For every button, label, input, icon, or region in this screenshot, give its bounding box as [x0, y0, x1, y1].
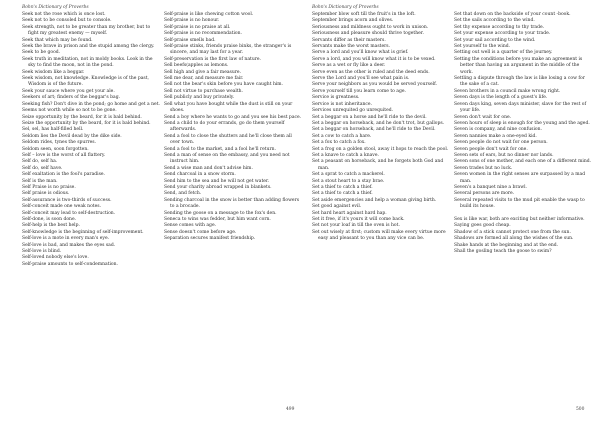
proverb-entry: Set a thief to catch a thief.: [312, 191, 373, 197]
proverb-entry: Seven nannies make a one-eyed kid.: [454, 133, 537, 139]
proverb-entry: Sell high and give a fair measure.: [164, 69, 241, 75]
proverb-entry: Seek strength, not to be greater than my brother, but to fight my greatest enemy — myself.: [22, 24, 151, 37]
proverb-entry: Send, and fetch.: [164, 191, 202, 197]
proverb-entry: Seven hours of sleep is enough for the young and the aged.: [454, 120, 590, 126]
proverb-entry: Self do, self have.: [22, 165, 63, 171]
proverb-entry: September brings acorn and olives.: [312, 18, 394, 24]
proverb-entry: Sense comes with age.: [164, 223, 217, 229]
proverb-entry: Set your sail according to the wind.: [454, 37, 536, 43]
proverb-entry: Seriousness and mildness ought to work in unison.: [312, 24, 429, 30]
proverb-entry: Sell beefs(apples as lemons.: [164, 63, 229, 69]
proverb-entry: Self is the man.: [22, 178, 58, 184]
proverb-entry: Self-love is a mote in every man's eye.: [22, 236, 110, 242]
proverb-entry: Services unrequited go unrequited.: [312, 108, 394, 114]
proverb-entry: Seldom rides, tynes the spurres.: [22, 140, 97, 146]
proverb-entry: Self-praise is no praise at all.: [164, 24, 231, 30]
left-page-header: Bohn's Dictionary of Proverbs: [22, 5, 89, 10]
proverb-entry: Set a knave to catch a knave.: [312, 152, 379, 158]
proverb-entry: Sell not the bear's skin before you have caught him.: [164, 82, 283, 88]
proverb-entry: Several repeated visits to the mud pit enable the wasp to build its house.: [454, 197, 585, 210]
proverb-entry: Set a cow to catch a hare.: [312, 133, 372, 139]
proverb-entry: Set hard heart against hard hap.: [312, 210, 387, 216]
proverb-entry: Setting out well is a quarter of the journey.: [454, 50, 553, 56]
proverb-entry: Shall the gosling teach the goose to swim?: [454, 249, 552, 255]
proverb-entry: Separation secures manifest friendship.: [164, 236, 256, 242]
proverb-entry: Seriousness and pleasure should thrive together.: [312, 31, 424, 37]
proverb-entry: Serve even as the other is ruled and the deed ends.: [312, 69, 430, 75]
proverb-entry: Set a frog on a golden stool, away it hops to reach the pool.: [312, 146, 449, 152]
proverb-entry: Send a man of sense on the embassy, and you need not instruct him.: [164, 152, 290, 165]
proverb-entry: Self Praise is no praise.: [22, 184, 76, 190]
proverb-entry: Seems not worth while so not to be gone.: [22, 108, 117, 114]
proverb-entry: Set out wisely at first; custom will make every virtue more easy and pleasant to you than any vice can be.: [312, 229, 446, 242]
proverb-entry: Serve your neighbors as you would be served yourself.: [312, 82, 437, 88]
proverb-entry: Serve the Lord and you'll see what pain is.: [312, 76, 410, 82]
proverb-entry: Seek your sauce where you get your ale.: [22, 88, 115, 94]
proverb-entry: Seven people don't wait for one.: [454, 146, 528, 152]
proverb-entry: Seneca to wins was fedder, but him want corn.: [164, 217, 271, 222]
proverb-entry: Set that down on the backside of your count -book.: [454, 12, 571, 17]
proverb-entry: Send a wise man and don't advise him.: [164, 165, 253, 171]
proverb-entry: Seek that which may be found.: [22, 37, 93, 43]
proverb-entry: Seize the opportunity by the beard, for it is bald behind.: [22, 120, 151, 126]
proverb-entry: Set good against evil.: [312, 204, 362, 210]
proverb-entry: Send a fool to the market, and a fool he'll return.: [164, 146, 276, 152]
proverb-entry: Sex is like war, both are exciting but neither informative.: [454, 216, 585, 222]
proverb-entry: Set a beggar on a horse and he'll ride to the devil.: [312, 114, 427, 120]
proverb-entry: Serve as a wet or fly like a deer.: [312, 63, 386, 69]
proverb-entry: September blow soft till the fruit's in the loft.: [312, 12, 416, 17]
right-page-column-1: [312, 12, 450, 243]
proverb-entry: Self-praise stinks, friends praise binks, the stranger's is sincere, and may last for a year.: [164, 44, 292, 56]
proverb-entry: Seven don't wait for one.: [454, 114, 512, 120]
proverb-entry: Seven sons of one mother, and each one of a different mind.: [454, 159, 592, 165]
proverb-entry: Self-help is the best help.: [22, 223, 80, 229]
proverb-entry: Seek not to be consoled but to console.: [22, 18, 112, 24]
proverb-entry: Self-praise smells bad.: [164, 37, 216, 43]
proverb-entry: Setting the conditions before you make an agreement is better than having an argument in the middle of the work.: [454, 56, 583, 75]
proverb-entry: Set not your loaf in till the oven is hot.: [312, 223, 400, 229]
proverb-entry: Set it free, if it's yours it will come back.: [312, 217, 405, 222]
proverb-entry: Self-preservation is the first law of nature.: [164, 56, 261, 62]
proverb-entry: Seven is company, and nine confusion.: [454, 127, 542, 133]
proverb-entry: Serve a lord and you'll know what is grief.: [312, 50, 409, 56]
proverb-entry: Set a stout heart to a stay brae.: [312, 178, 385, 184]
proverb-entry: Send him to the sea and he will not get water.: [164, 178, 270, 184]
proverb-entry: Set yourself to the wind.: [454, 44, 511, 50]
right-page-header: Bohn's Dictionary of Proverbs: [312, 5, 379, 10]
proverb-entry: Send charcoal in a snow storm.: [164, 172, 236, 178]
proverb-entry: Set a beggar on horseback, and he don't trot, but gallops.: [312, 120, 445, 126]
proverb-entry: Set the sails according to the wind.: [454, 18, 535, 24]
proverb-entry: Set a beggar on horseback, and he'll ride to the Devil.: [312, 127, 436, 133]
proverb-entry: Self-praise is like chewing cotton wool.: [164, 12, 254, 17]
proverb-entry: Self praise is odious.: [22, 191, 70, 197]
left-page-column-2: [164, 12, 302, 243]
proverb-entry: Set thy expense according to thy trade.: [454, 24, 545, 30]
proverb-entry: Shadow of a stick cannot protect one from the sun.: [454, 229, 571, 235]
proverb-entry: Self-conceit may lead to self-destruction.: [22, 210, 116, 216]
right-page-column-2: [454, 12, 592, 255]
proverb-entry: Seekers of art; finders of the beggar's bag.: [22, 95, 121, 101]
proverb-entry: Self-done, is soon done.: [22, 217, 77, 222]
proverb-entry: Seeking fish? Don't dive in the pond; go home and get a net.: [22, 101, 160, 107]
proverb-entry: Self exaltation is the fool's paradise.: [22, 172, 105, 178]
proverb-entry: Self-knowledge is the beginning of self-improvement.: [22, 229, 144, 235]
proverb-entry: Saying goes good cheap.: [454, 223, 511, 229]
proverb-entry: Seven sets of ears, but no dinner nor lands.: [454, 152, 554, 158]
proverb-entry: Seldom seen, soon forgotten.: [22, 146, 89, 152]
proverb-entry: Seven people do not wait for one person.: [454, 140, 548, 146]
proverb-entry: Set a sprat to catch a mackerel.: [312, 172, 385, 178]
proverb-entry: Send a child to do your errands, go do them yourself afterwards.: [164, 120, 285, 133]
proverb-entry: Send a fool to close the shutters and he'll close them all over town.: [164, 133, 292, 146]
proverb-entry: Set aside emergencies and help a woman giving birth.: [312, 197, 437, 203]
proverb-entry: Seek wisdom, not knowledge. Knowledge is of the past, Wisdom is of the future.: [22, 76, 149, 88]
proverb-entry: Sell not virtue to purchase wealth.: [164, 88, 243, 94]
proverb-entry: Sell what you have bought while the dust is still on your shoes.: [164, 101, 293, 114]
proverb-entry: Servants make the worst masters.: [312, 44, 391, 50]
proverb-entry: Seven brothers in a council make wrong right.: [454, 88, 561, 94]
proverb-entry: Sel, sel, has half-filled hell.: [22, 127, 84, 133]
proverb-entry: Self-assurance is two-thirds of success.: [22, 197, 112, 203]
proverb-entry: Self-loved nobody else's love.: [22, 255, 89, 261]
proverb-entry: Sell publicly and buy privately.: [164, 95, 235, 101]
proverb-entry: Seek not the rose which is once lost.: [22, 12, 106, 17]
proverb-entry: Seek truth in meditation, not in moldy books. Look in the sky to find the moon, not in the pond.: [22, 56, 153, 69]
proverb-entry: Self-praise is no honour.: [164, 18, 220, 24]
proverb-entry: Sending charcoal in the snow is better than adding flowers to a brocade.: [164, 197, 300, 210]
proverb-entry: Seven's a banquet nine a brawl.: [454, 184, 527, 190]
proverb-entry: Self-praise amounts to self-condemnation.: [22, 261, 118, 267]
proverb-entry: Self do, self ha.: [22, 159, 58, 165]
left-page-column-1: [22, 12, 160, 268]
proverb-entry: Set a thief to catch a thief.: [312, 184, 373, 190]
proverb-entry: Settling a dispute through the law is like losing a cow for the sake of a cat.: [454, 76, 585, 88]
proverb-entry: Sending the goose on a message to the fox's den.: [164, 210, 277, 216]
proverb-entry: Send your charity abroad wrapped in blankets.: [164, 184, 272, 190]
proverb-entry: Several persons are more.: [454, 191, 515, 197]
proverb-entry: Shake hands at the beginning and at the end.: [454, 242, 559, 248]
proverb-entry: Serve a lord, and you will know what it is to be vexed.: [312, 56, 436, 62]
proverb-entry: Sell me dear, and measure me fair.: [164, 76, 244, 82]
proverb-entry: Seldom lies the Devil dead by the dike side.: [22, 133, 122, 139]
proverb-entry: Self-love is blind.: [22, 249, 62, 255]
proverb-entry: Sense doesn't come before age.: [164, 229, 237, 235]
proverb-entry: Self – love is the worst of all flattery.: [22, 152, 106, 158]
proverb-entry: Send a boy where he wants to go and you see his best pace.: [164, 114, 302, 120]
proverb-entry: Seize opportunity by the beard, for it is bald behind.: [22, 114, 142, 120]
proverb-entry: Seven trades but no luck.: [454, 165, 513, 171]
left-page-number: 499: [286, 407, 295, 412]
proverb-entry: Set your expense according to your trade.: [454, 31, 551, 37]
proverb-entry: Shadows are formed all along the wishes of the sun.: [454, 236, 574, 242]
proverb-entry: Seven days is the length of a guest's life.: [454, 95, 548, 101]
proverb-entry: Serve yourself till you learn come to age.: [312, 88, 406, 94]
proverb-entry: Seven days king, seven days minister, slave for the rest of your life.: [454, 101, 587, 114]
proverb-entry: Set a fox to catch a fox.: [312, 140, 366, 146]
proverb-entry: Set a peasant on horseback, and he forgets both God and man.: [312, 159, 444, 171]
proverb-entry: Seek to be good.: [22, 50, 61, 56]
proverb-entry: Service is not inheritance.: [312, 101, 373, 107]
right-page-number: 500: [576, 407, 585, 412]
proverb-entry: Self-love is bad, and makes the eyes sad.: [22, 242, 116, 248]
proverb-entry: Service is greatness.: [312, 95, 360, 101]
proverb-entry: Seek wisdom like a beggar.: [22, 69, 85, 75]
proverb-entry: Seek the brave in prison and the stupid among the clergy.: [22, 44, 155, 50]
proverb-entry: Servants differ as their masters.: [312, 37, 386, 43]
proverb-entry: Self-conceit made one weak notes.: [22, 204, 101, 210]
proverb-entry: Seven women in the right senses are surpassed by a mad man.: [454, 172, 586, 184]
proverb-entry: Self-praise is no recommendation.: [164, 31, 242, 37]
